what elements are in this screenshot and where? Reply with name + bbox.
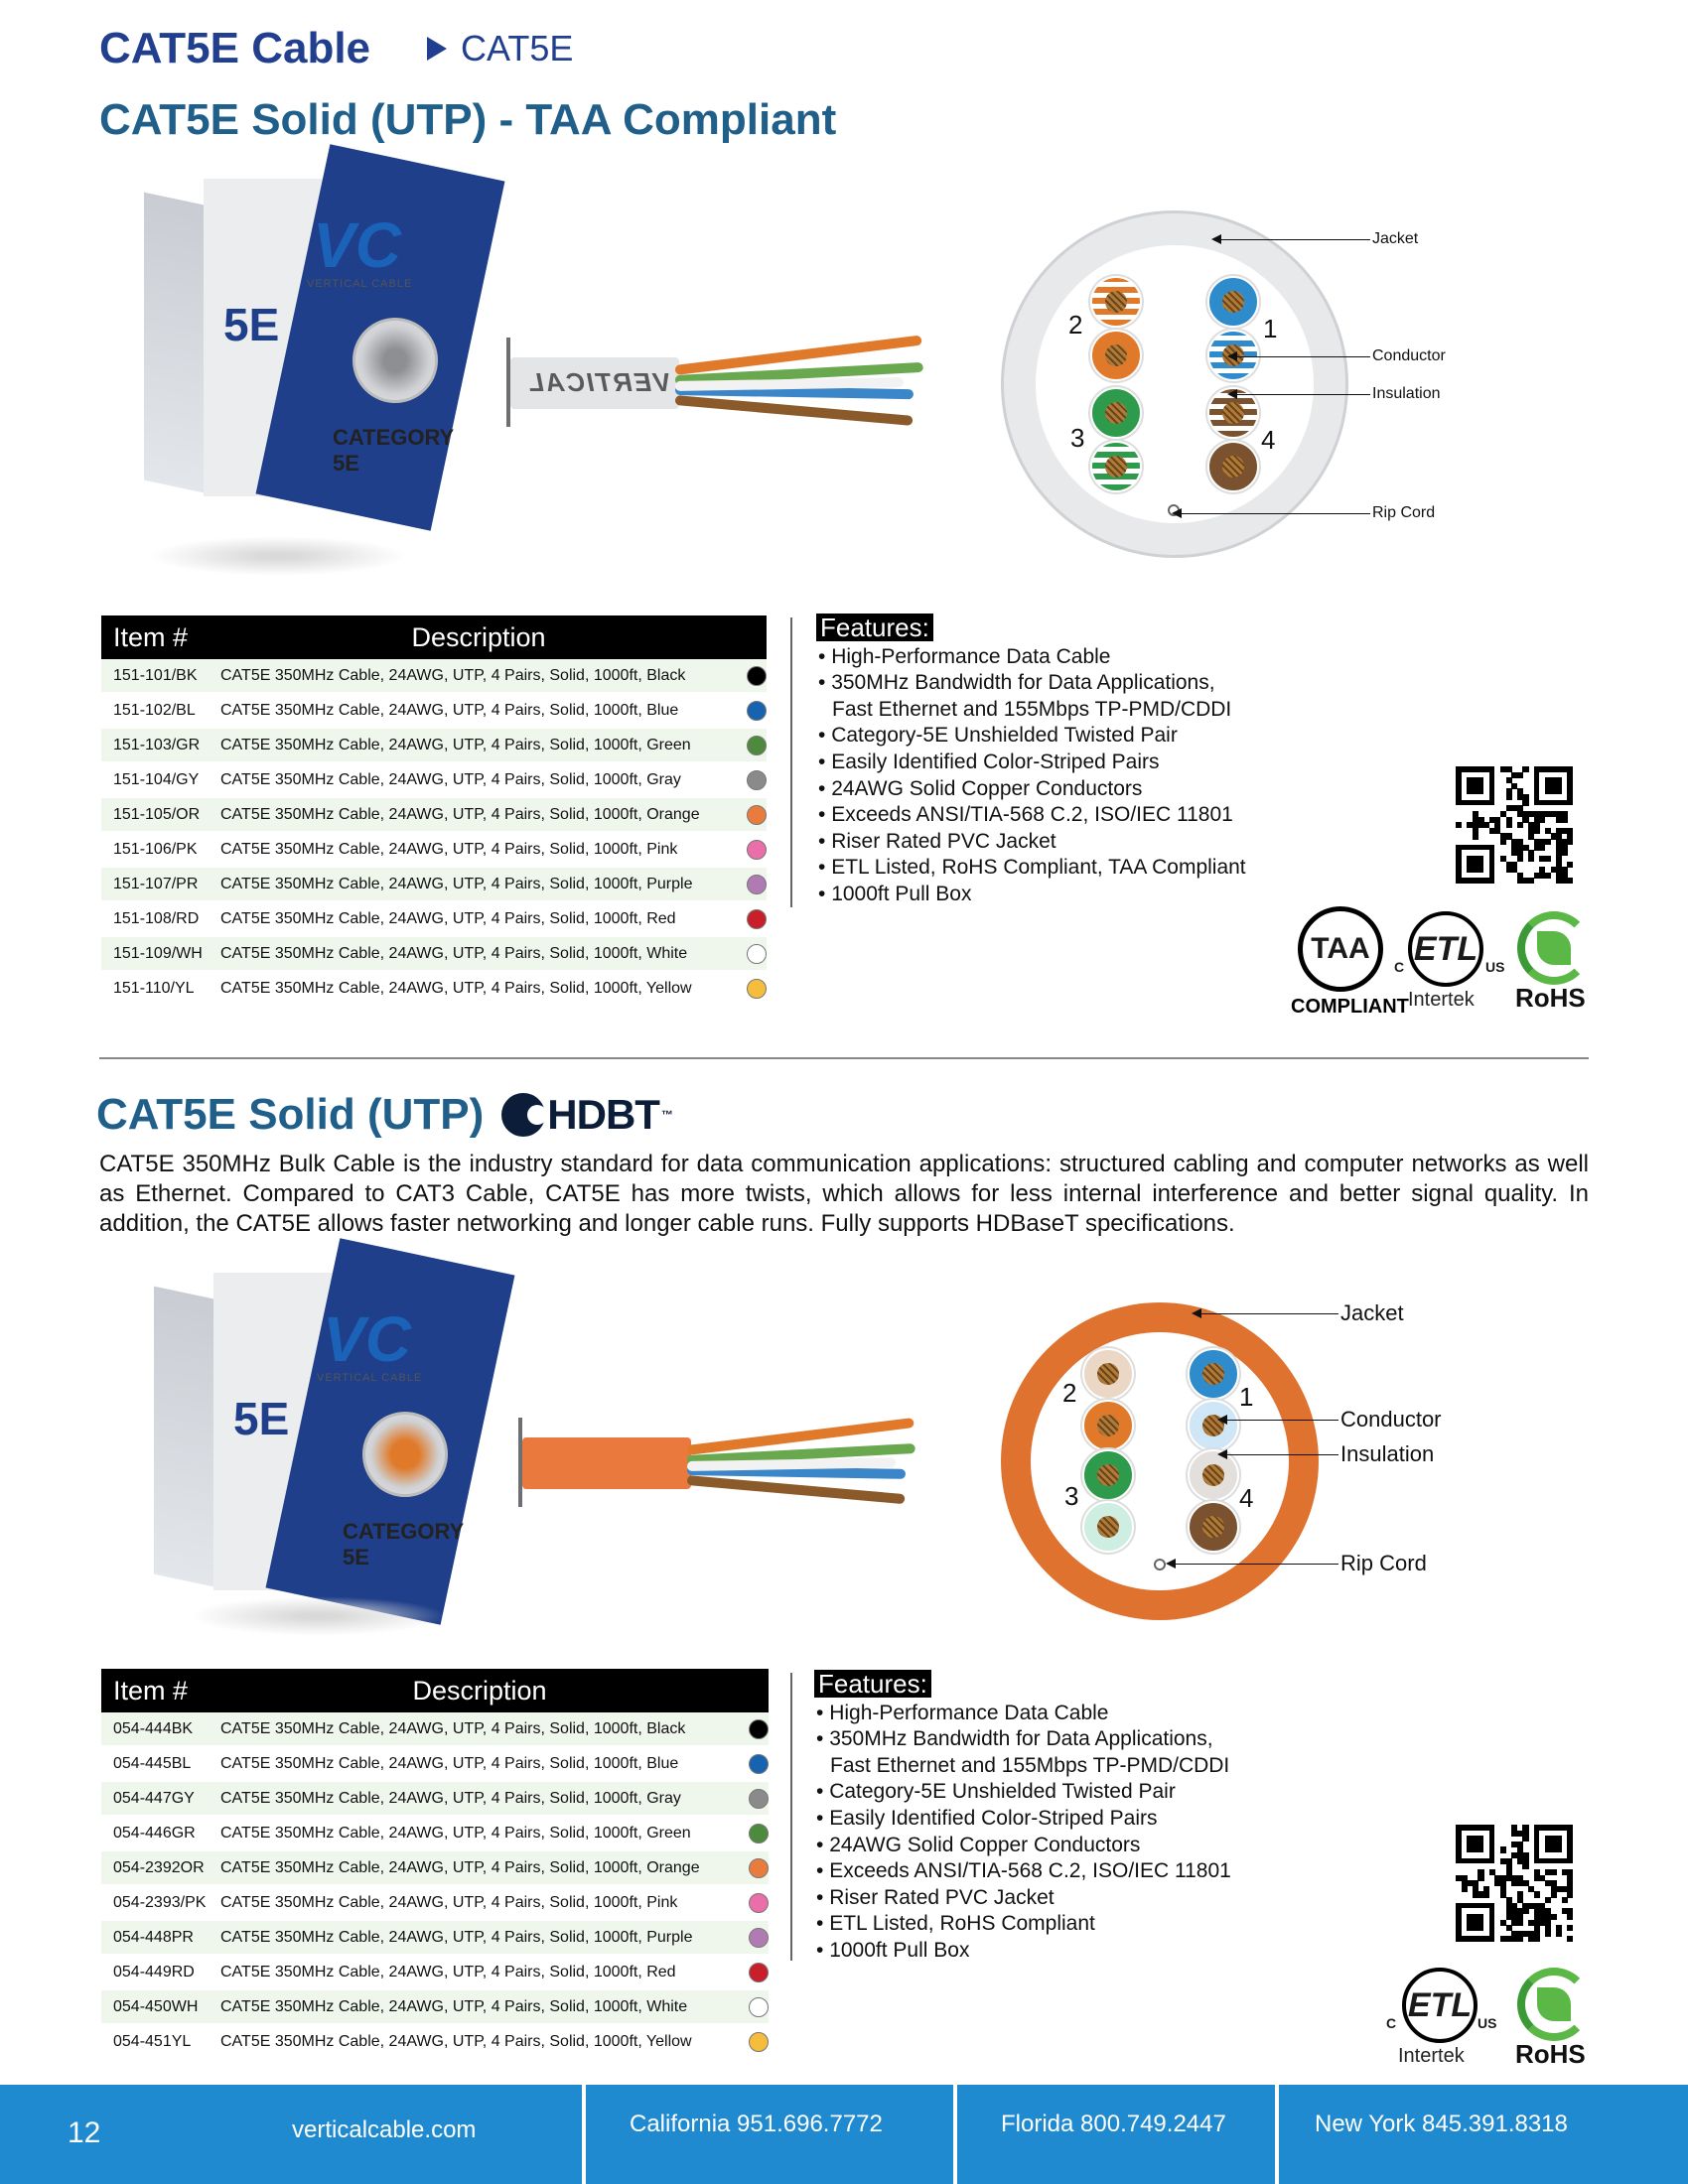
brand-logo: VC [323, 1303, 411, 1375]
table-row [101, 1921, 769, 1956]
item-number: 054-2393/PK [113, 1893, 207, 1911]
section-title-text: CAT5E Solid (UTP) [96, 1090, 485, 1139]
item-description: CAT5E 350MHz Cable, 24AWG, UTP, 4 Pairs, Solid, 1000ft, Black [220, 1719, 686, 1737]
item-number: 151-106/PK [113, 840, 198, 858]
color-swatch-icon [749, 1858, 769, 1878]
table-row [101, 937, 767, 972]
color-swatch-icon [749, 1997, 769, 2017]
feature-item: • Exceeds ANSI/TIA-568 C.2, ISO/IEC 11801 [814, 1858, 1331, 1885]
item-description: CAT5E 350MHz Cable, 24AWG, UTP, 4 Pairs, Solid, 1000ft, Purple [220, 875, 693, 892]
cable-cross-section [1001, 210, 1418, 568]
item-description: CAT5E 350MHz Cable, 24AWG, UTP, 4 Pairs, Solid, 1000ft, Yellow [220, 2032, 692, 2050]
etl-us-label: US [1477, 2015, 1497, 2031]
item-description: CAT5E 350MHz Cable, 24AWG, UTP, 4 Pairs, Solid, 1000ft, Green [220, 736, 691, 753]
breadcrumb [427, 28, 573, 69]
feature-item-continuation: Fast Ethernet and 155Mbps TP-PMD/CDDI [830, 1753, 1230, 1777]
box-cat-label: 5E [223, 299, 280, 350]
footer-website-link[interactable]: verticalcable.com [292, 2116, 477, 2143]
feature-item: • 1000ft Pull Box [814, 1938, 1331, 1965]
triangle-right-icon [427, 37, 447, 61]
item-description: CAT5E 350MHz Cable, 24AWG, UTP, 4 Pairs, Solid, 1000ft, White [220, 1997, 688, 2015]
footer-california-phone[interactable]: California 951.696.7772 [586, 2085, 957, 2184]
feature-item: • 1000ft Pull Box [816, 882, 1333, 908]
box-cat-label: 5E [233, 1393, 290, 1444]
item-number: 054-444BK [113, 1719, 194, 1737]
label-rip-cord: Rip Cord [1372, 504, 1436, 521]
table-row [101, 1956, 769, 1990]
color-swatch-icon [747, 909, 767, 929]
color-swatch-icon [747, 666, 767, 686]
cable-print: VERTICAL [526, 367, 671, 397]
etl-badge: ETL [1408, 911, 1483, 987]
color-swatch-icon [747, 770, 767, 790]
color-swatch-icon [749, 1754, 769, 1774]
page-number: 12 [68, 2116, 101, 2149]
feature-item: • High-Performance Data Cable [814, 1701, 1331, 1727]
features-list [816, 614, 1333, 908]
color-swatch-icon [749, 1928, 769, 1948]
features-title: Features: [816, 614, 933, 641]
hdbt-logo: HDBT ™ [501, 1091, 672, 1139]
label-jacket: Jacket [1340, 1300, 1404, 1325]
feature-item: • ETL Listed, RoHS Compliant [814, 1911, 1331, 1938]
footer-florida-phone[interactable]: Florida 800.749.2447 [957, 2085, 1279, 2184]
feature-item: • 350MHz Bandwidth for Data Applications, [814, 1726, 1331, 1753]
item-description: CAT5E 350MHz Cable, 24AWG, UTP, 4 Pairs, Solid, 1000ft, Red [220, 909, 676, 927]
section-title [96, 1090, 672, 1140]
item-number: 054-448PR [113, 1928, 194, 1946]
qr-code[interactable] [1456, 1825, 1573, 1942]
table-row [101, 1851, 769, 1886]
item-description: CAT5E 350MHz Cable, 24AWG, UTP, 4 Pairs, Solid, 1000ft, Gray [220, 1789, 681, 1807]
item-description: CAT5E 350MHz Cable, 24AWG, UTP, 4 Pairs, Solid, 1000ft, White [220, 944, 688, 962]
table-row [101, 2025, 769, 2060]
section-divider [99, 1057, 1589, 1059]
table-row [101, 729, 767, 763]
item-description: CAT5E 350MHz Cable, 24AWG, UTP, 4 Pairs, Solid, 1000ft, Orange [220, 805, 700, 823]
feature-item: • 24AWG Solid Copper Conductors [816, 776, 1333, 803]
header-item: Item # [113, 1675, 189, 1706]
table-header [101, 1669, 769, 1712]
table-row [101, 1886, 769, 1921]
table-row [101, 694, 767, 729]
taa-badge-label: COMPLIANT [1291, 996, 1409, 1018]
feature-item: • Easily Identified Color-Striped Pairs [816, 750, 1333, 776]
item-number: 151-101/BK [113, 666, 198, 684]
label-insulation: Insulation [1372, 385, 1441, 402]
section-title: CAT5E Solid (UTP) - TAA Compliant [99, 95, 837, 144]
intertek-label: Intertek [1398, 2045, 1465, 2067]
feature-item: • ETL Listed, RoHS Compliant, TAA Compliant [816, 855, 1333, 882]
footer-left [0, 2085, 586, 2184]
item-number: 151-105/OR [113, 805, 201, 823]
product-table [101, 1669, 769, 2060]
table-row [101, 1747, 769, 1782]
pair-number: 1 [1263, 314, 1278, 343]
color-swatch-icon [747, 805, 767, 825]
item-description: CAT5E 350MHz Cable, 24AWG, UTP, 4 Pairs, Solid, 1000ft, Pink [220, 840, 678, 858]
pair-number: 1 [1239, 1382, 1254, 1412]
color-swatch-icon [749, 2032, 769, 2052]
color-swatch-icon [749, 1893, 769, 1913]
intertek-label: Intertek [1408, 989, 1475, 1011]
item-description: CAT5E 350MHz Cable, 24AWG, UTP, 4 Pairs, Solid, 1000ft, Blue [220, 701, 679, 719]
table-row [101, 798, 767, 833]
features-list [814, 1670, 1331, 1965]
label-conductor: Conductor [1372, 347, 1446, 364]
color-swatch-icon [749, 1789, 769, 1809]
pair-number: 4 [1261, 425, 1276, 455]
color-swatch-icon [747, 701, 767, 721]
table-header [101, 615, 767, 659]
color-swatch-icon [749, 1824, 769, 1843]
pair-number: 2 [1068, 310, 1083, 340]
feature-item: • High-Performance Data Cable [816, 644, 1333, 671]
table-row [101, 1990, 769, 2025]
cable-image [518, 1408, 935, 1527]
rohs-label: RoHS [1515, 983, 1586, 1013]
page-title: CAT5E Cable [99, 24, 371, 72]
item-description: CAT5E 350MHz Cable, 24AWG, UTP, 4 Pairs, Solid, 1000ft, Green [220, 1824, 691, 1842]
table-row [101, 972, 767, 1007]
feature-item: • Riser Rated PVC Jacket [814, 1885, 1331, 1912]
etl-us-label: US [1485, 959, 1505, 975]
feature-item: • Category-5E Unshielded Twisted Pair [814, 1779, 1331, 1806]
label-jacket: Jacket [1372, 230, 1419, 247]
etl-badge: ETL [1402, 1968, 1477, 2043]
item-number: 151-108/RD [113, 909, 200, 927]
feature-item: • Easily Identified Color-Striped Pairs [814, 1806, 1331, 1833]
taa-badge: TAA [1298, 906, 1383, 992]
hdbt-logo-text: HDBT [547, 1091, 659, 1138]
product-box-image [144, 179, 454, 506]
label-rip-cord: Rip Cord [1340, 1551, 1427, 1575]
item-number: 151-104/GY [113, 770, 200, 788]
brand-logo: VC [313, 209, 401, 281]
color-swatch-icon [747, 944, 767, 964]
item-description: CAT5E 350MHz Cable, 24AWG, UTP, 4 Pairs, Solid, 1000ft, Blue [220, 1754, 679, 1772]
box-category-label: CATEGORY 5E [333, 425, 454, 476]
feature-item: • 24AWG Solid Copper Conductors [814, 1833, 1331, 1859]
cable-cross-section [1001, 1302, 1398, 1630]
feature-item: • Riser Rated PVC Jacket [816, 829, 1333, 856]
etl-c-label: C [1394, 959, 1405, 975]
color-swatch-icon [749, 1963, 769, 1982]
item-description: CAT5E 350MHz Cable, 24AWG, UTP, 4 Pairs, Solid, 1000ft, Yellow [220, 979, 692, 997]
box-category-label: CATEGORY 5E [343, 1519, 464, 1570]
header-item: Item # [113, 621, 189, 652]
item-description: CAT5E 350MHz Cable, 24AWG, UTP, 4 Pairs, Solid, 1000ft, Red [220, 1963, 676, 1980]
header-description: Description [411, 621, 546, 652]
item-number: 151-107/PR [113, 875, 199, 892]
color-swatch-icon [747, 979, 767, 999]
label-conductor: Conductor [1340, 1407, 1442, 1432]
product-table [101, 615, 767, 1007]
cable-image [506, 328, 923, 447]
feature-item-continuation: Fast Ethernet and 155Mbps TP-PMD/CDDI [832, 697, 1232, 721]
product-box-image [154, 1273, 464, 1600]
item-number: 054-2392OR [113, 1858, 205, 1876]
item-number: 054-451YL [113, 2032, 192, 2050]
item-number: 151-110/YL [113, 979, 195, 997]
item-number: 054-445BL [113, 1754, 192, 1772]
item-description: CAT5E 350MHz Cable, 24AWG, UTP, 4 Pairs, Solid, 1000ft, Black [220, 666, 686, 684]
label-insulation: Insulation [1340, 1441, 1435, 1466]
table-row [101, 1712, 769, 1747]
pair-number: 3 [1064, 1481, 1079, 1511]
item-number: 151-103/GR [113, 736, 201, 753]
feature-item: • Category-5E Unshielded Twisted Pair [816, 723, 1333, 750]
item-description: CAT5E 350MHz Cable, 24AWG, UTP, 4 Pairs, Solid, 1000ft, Pink [220, 1893, 678, 1911]
item-number: 054-447GY [113, 1789, 195, 1807]
pair-number: 4 [1239, 1483, 1254, 1513]
header-description: Description [412, 1675, 547, 1706]
item-description: CAT5E 350MHz Cable, 24AWG, UTP, 4 Pairs, Solid, 1000ft, Purple [220, 1928, 693, 1946]
table-row [101, 659, 767, 694]
footer [0, 2085, 1688, 2184]
brand-subtitle: VERTICAL CABLE [307, 278, 413, 290]
footer-newyork-phone[interactable]: New York 845.391.8318 [1315, 2111, 1568, 2137]
table-row [101, 868, 767, 902]
etl-c-label: C [1386, 2015, 1397, 2031]
item-description: CAT5E 350MHz Cable, 24AWG, UTP, 4 Pairs, Solid, 1000ft, Orange [220, 1858, 700, 1876]
item-description: CAT5E 350MHz Cable, 24AWG, UTP, 4 Pairs, Solid, 1000ft, Gray [220, 770, 681, 788]
table-row [101, 1782, 769, 1817]
table-row [101, 833, 767, 868]
color-swatch-icon [747, 736, 767, 755]
qr-code[interactable] [1456, 766, 1573, 884]
rohs-label: RoHS [1515, 2039, 1586, 2069]
color-swatch-icon [747, 840, 767, 860]
item-number: 054-449RD [113, 1963, 195, 1980]
table-row [101, 1817, 769, 1851]
breadcrumb-label: CAT5E [461, 28, 574, 68]
item-number: 054-450WH [113, 1997, 199, 2015]
brand-subtitle: VERTICAL CABLE [317, 1372, 423, 1384]
feature-item: • Exceeds ANSI/TIA-568 C.2, ISO/IEC 11801 [816, 802, 1333, 829]
pair-number: 2 [1062, 1378, 1077, 1408]
pair-number: 3 [1070, 423, 1085, 453]
features-title: Features: [814, 1670, 931, 1698]
item-number: 054-446GR [113, 1824, 196, 1842]
intro-paragraph: CAT5E 350MHz Bulk Cable is the industry standard for data communication applications: structured cabling and computer networks as well as Ethernet. Compared to CAT3 Cable, CAT5E has more twists, which allows for less internal interference and better signal quality. In addition, the CAT5E allows faster networking and longer cable runs. Fully supports HDBaseT specifications. [99, 1151, 1589, 1237]
item-number: 151-102/BL [113, 701, 196, 719]
table-row [101, 763, 767, 798]
item-number: 151-109/WH [113, 944, 203, 962]
table-row [101, 902, 767, 937]
feature-item: • 350MHz Bandwidth for Data Applications, [816, 670, 1333, 697]
color-swatch-icon [749, 1719, 769, 1739]
color-swatch-icon [747, 875, 767, 894]
